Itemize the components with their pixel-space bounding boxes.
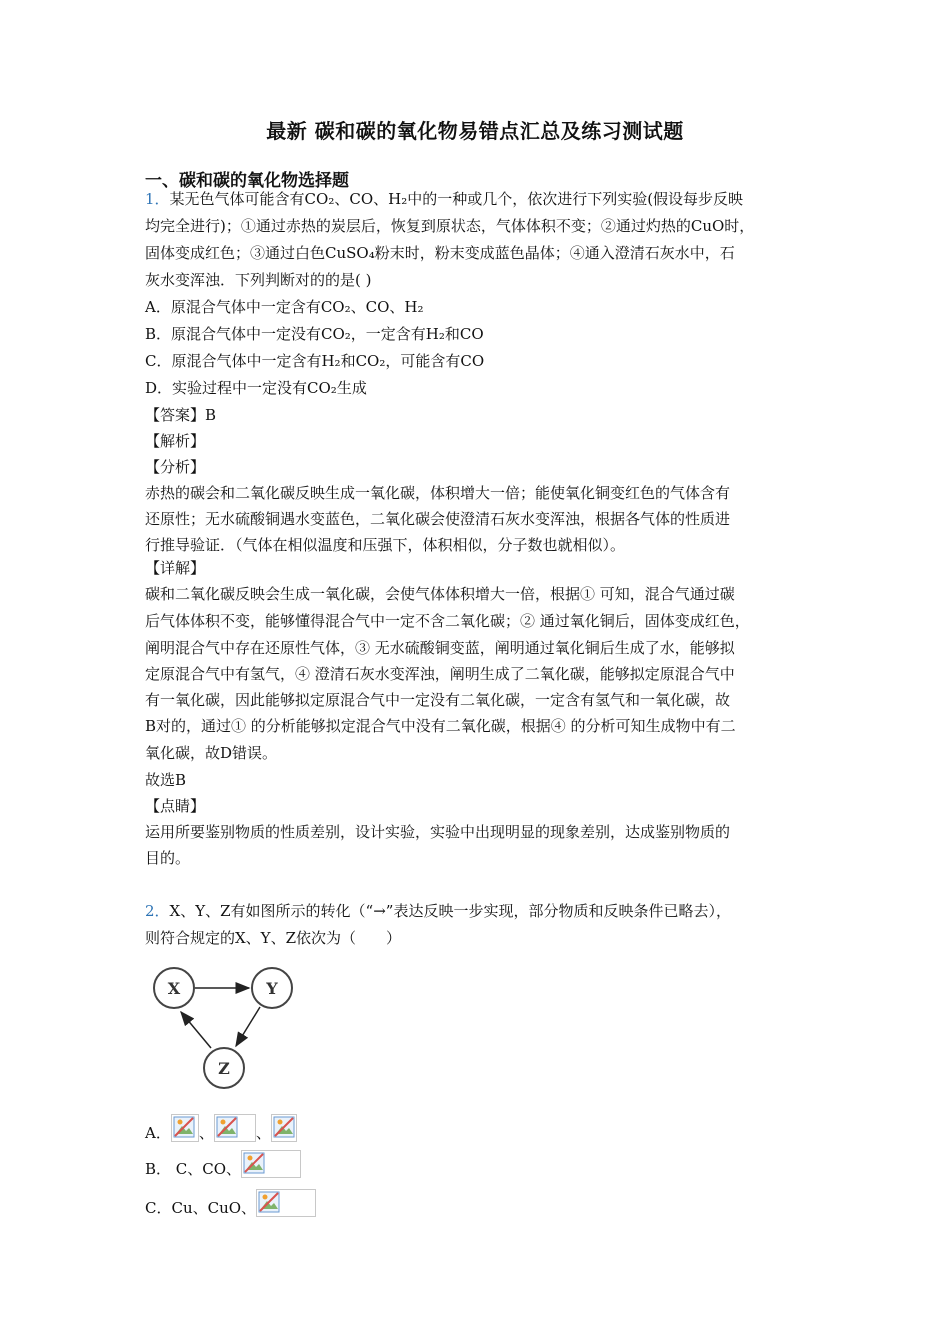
q1-stem-line-3: 固体变成红色；③通过白色CuSO₄粉末时，粉末变成蓝色晶体；④通入澄清石灰水中，石 — [145, 244, 735, 262]
broken-image-icon — [241, 1150, 301, 1178]
q1-stem-line-1: 1．某无色气体可能含有CO₂、CO、H₂中的一种或几个，依次进行下列实验(假设每步反映 — [145, 190, 744, 208]
q1-fenxi-line-1: 赤热的碳会和二氧化碳反映生成一氧化碳，体积增大一倍；能使氧化铜变红色的气体含有 — [145, 484, 731, 502]
q2-stem-line-2: 则符合规定的X、Y、Z依次为（ ） — [145, 929, 402, 947]
q1-stem-line-2: 均完全进行)；①通过赤热的炭层后，恢复到原状态，气体体积不变；②通过灼热的CuO时， — [145, 217, 755, 235]
node-z-label: Z — [218, 1059, 230, 1078]
q2-number: 2． — [145, 902, 170, 920]
q1-option-a: A．原混合气体中一定含有CO₂、CO、H₂ — [145, 298, 424, 316]
q2-option-a-label: A． — [145, 1124, 171, 1142]
node-y-label: Y — [266, 979, 278, 998]
q1-detail-line-5: 有一氧化碳，因此能够拟定原混合气中一定没有二氧化碳，一定含有氢气和一氧化碳，故 — [145, 691, 731, 709]
q1-detail-line-7: 氧化碳，故D错误。 — [145, 744, 278, 762]
q1-stem-line-4: 灰水变浑浊．下列判断对的的是( ) — [145, 271, 372, 289]
q1-number: 1． — [145, 190, 170, 208]
q2-option-a: A． 、 、 — [145, 1114, 297, 1144]
xyz-transformation-diagram — [148, 962, 308, 1092]
broken-image-icon — [214, 1114, 256, 1142]
arrow-z-to-x — [181, 1012, 211, 1048]
q1-fenxi-label: 【分析】 — [145, 458, 206, 476]
section-heading: 一、碳和碳的氧化物选择题 — [145, 171, 349, 191]
q1-conclusion: 故选B — [145, 771, 187, 789]
q1-option-c: C．原混合气体中一定含有H₂和CO₂，可能含有CO — [145, 352, 485, 370]
page-title: 最新 碳和碳的氧化物易错点汇总及练习测试题 — [266, 119, 684, 143]
q1-detail-label: 【详解】 — [145, 559, 206, 577]
q1-detail-line-2: 后气体体积不变，能够懂得混合气中一定不含二氧化碳；② 通过氧化铜后，固体变成红色， — [145, 612, 750, 630]
q2-stem-line-1: 2．X、Y、Z有如图所示的转化（“→”表达反映一步实现，部分物质和反映条件已略去）， — [145, 902, 731, 920]
q1-fenxi-line-3: 行推导验证．（气体在相似温度和压强下，体积相似，分子数也就相似）。 — [145, 536, 626, 554]
broken-image-icon — [256, 1189, 316, 1217]
broken-image-icon — [171, 1114, 199, 1142]
broken-image-icon — [271, 1114, 297, 1142]
arrow-y-to-z — [236, 1007, 260, 1046]
q1-tip-label: 【点睛】 — [145, 797, 206, 815]
q1-tip-line-2: 目的。 — [145, 849, 191, 867]
q1-detail-line-4: 定原混合气中有氢气，④ 澄清石灰水变浑浊，阐明生成了二氧化碳，能够拟定原混合气中 — [145, 665, 735, 683]
q2-option-b: B． C、CO、 — [145, 1150, 301, 1180]
q1-fenxi-line-2: 还原性；无水硫酸铜遇水变蓝色，二氧化碳会使澄清石灰水变浑浊，根据各气体的性质进 — [145, 510, 731, 528]
q1-detail-line-3: 阐明混合气中存在还原性气体，③ 无水硫酸铜变蓝，阐明通过氧化铜后生成了水，能够拟 — [145, 639, 735, 657]
q1-detail-line-6: B对的，通过① 的分析能够拟定混合气中没有二氧化碳，根据④ 的分析可知生成物中有二 — [145, 717, 736, 735]
q1-answer: 【答案】B — [145, 406, 217, 424]
node-x-label: X — [167, 979, 181, 998]
q1-detail-line-1: 碳和二氧化碳反映会生成一氧化碳，会使气体体积增大一倍，根据① 可知，混合气通过碳 — [145, 585, 735, 603]
q1-option-b: B．原混合气体中一定没有CO₂，一定含有H₂和CO — [145, 325, 484, 343]
q1-option-d: D．实验过程中一定没有CO₂生成 — [145, 379, 367, 397]
q1-analysis-label: 【解析】 — [145, 432, 206, 450]
q1-tip-line-1: 运用所要鉴别物质的性质差别，设计实验，实验中出现明显的现象差别，达成鉴别物质的 — [145, 823, 731, 841]
q2-option-c: C．Cu、CuO、 — [145, 1189, 316, 1219]
